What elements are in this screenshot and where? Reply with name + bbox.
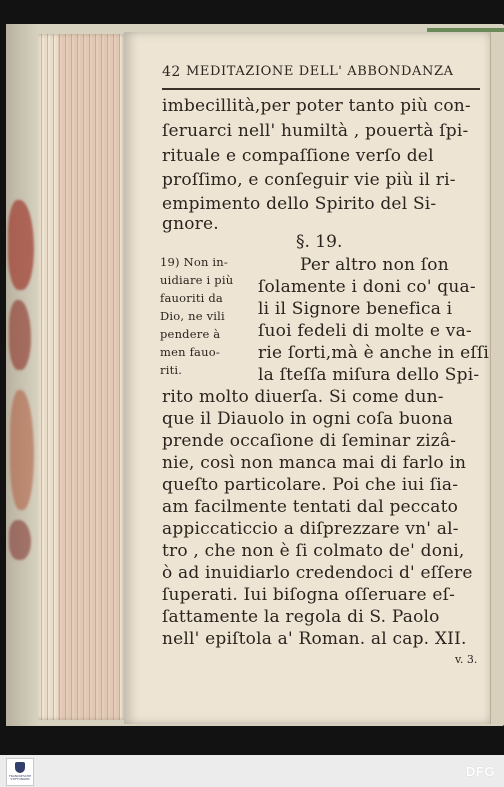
viewer-footer bbox=[0, 755, 504, 787]
body-line: rituale e compaſſione verſo del bbox=[162, 146, 434, 166]
body-line: proſſimo, e conſeguir vie più il ri- bbox=[162, 170, 456, 190]
institution-logo[interactable] bbox=[6, 758, 34, 786]
page-edges-tint bbox=[58, 34, 120, 720]
body-line: appiccaticcio a diſprezzare vn' al- bbox=[162, 519, 459, 539]
body-line: imbecillità,per poter tanto più con- bbox=[162, 96, 471, 116]
facing-page-edge bbox=[490, 32, 504, 724]
margin-note-line: men fauo- bbox=[160, 345, 220, 359]
body-line: empimento dello Spirito del Si- bbox=[162, 194, 437, 214]
body-line: que il Diauolo in ogni coſa buona bbox=[162, 409, 454, 429]
margin-note-line: Dio, ne vili bbox=[160, 309, 225, 323]
body-line: ò ad inuidiarlo credendoci d' eſſere bbox=[162, 563, 473, 583]
body-line: gnore. bbox=[162, 214, 219, 234]
margin-note-line: uidiare i più bbox=[160, 273, 234, 287]
body-line: rito molto diuerſa. Si come dun- bbox=[162, 387, 444, 407]
body-line: li il Signore benefica i bbox=[258, 299, 453, 319]
cover-stain bbox=[9, 520, 31, 560]
body-line: ſolamente i doni co' qua- bbox=[258, 277, 476, 297]
body-line: ſuperati. Iui biſogna oſſeruare eſ- bbox=[162, 585, 456, 605]
body-line: tro , che non è ſi colmato de' doni, bbox=[162, 541, 465, 561]
catchword: v. 3. bbox=[455, 653, 478, 666]
margin-note-line: riti. bbox=[160, 363, 183, 377]
body-line: ſuoi fedeli di molte e va- bbox=[258, 321, 472, 341]
margin-note-line: pendere à bbox=[160, 327, 221, 341]
body-line: la ſteſſa miſura dello Spi- bbox=[258, 365, 480, 385]
dfg-logo[interactable]: DFG bbox=[466, 764, 495, 779]
body-line: queſto particolare. Poi che iui ſia- bbox=[162, 475, 459, 495]
margin-note-line: fauoriti da bbox=[160, 291, 223, 305]
body-line: prende occaſione di ſeminar zizâ- bbox=[162, 431, 457, 451]
section-mark: §. 19. bbox=[296, 232, 343, 252]
body-line: ſattamente la regola di S. Paolo bbox=[162, 607, 440, 627]
margin-note-line: 19) Non in- bbox=[160, 255, 228, 269]
institution-logo-caption: FRANCKESCHE STIFTUNGEN bbox=[9, 774, 32, 781]
running-head-title: MEDITAZIONE DELL' ABBONDANZA bbox=[186, 64, 454, 79]
body-line: rie ſorti,mà è anche in eſſi bbox=[258, 343, 489, 363]
body-line: nie, così non manca mai di farlo in bbox=[162, 453, 467, 473]
crest-icon bbox=[15, 762, 25, 773]
body-line: nell' epiſtola a' Roman. al cap. XII. bbox=[162, 629, 467, 649]
body-line: ſeruarci nell' humiltà , pouertà ſpi- bbox=[162, 121, 469, 141]
body-line: Per altro non ſon bbox=[300, 255, 449, 275]
body-line: am facilmente tentati dal peccato bbox=[162, 497, 459, 517]
header-rule bbox=[162, 88, 480, 90]
running-head bbox=[162, 64, 482, 84]
page-number: 42 bbox=[162, 64, 181, 80]
cover-shadow bbox=[6, 24, 38, 726]
